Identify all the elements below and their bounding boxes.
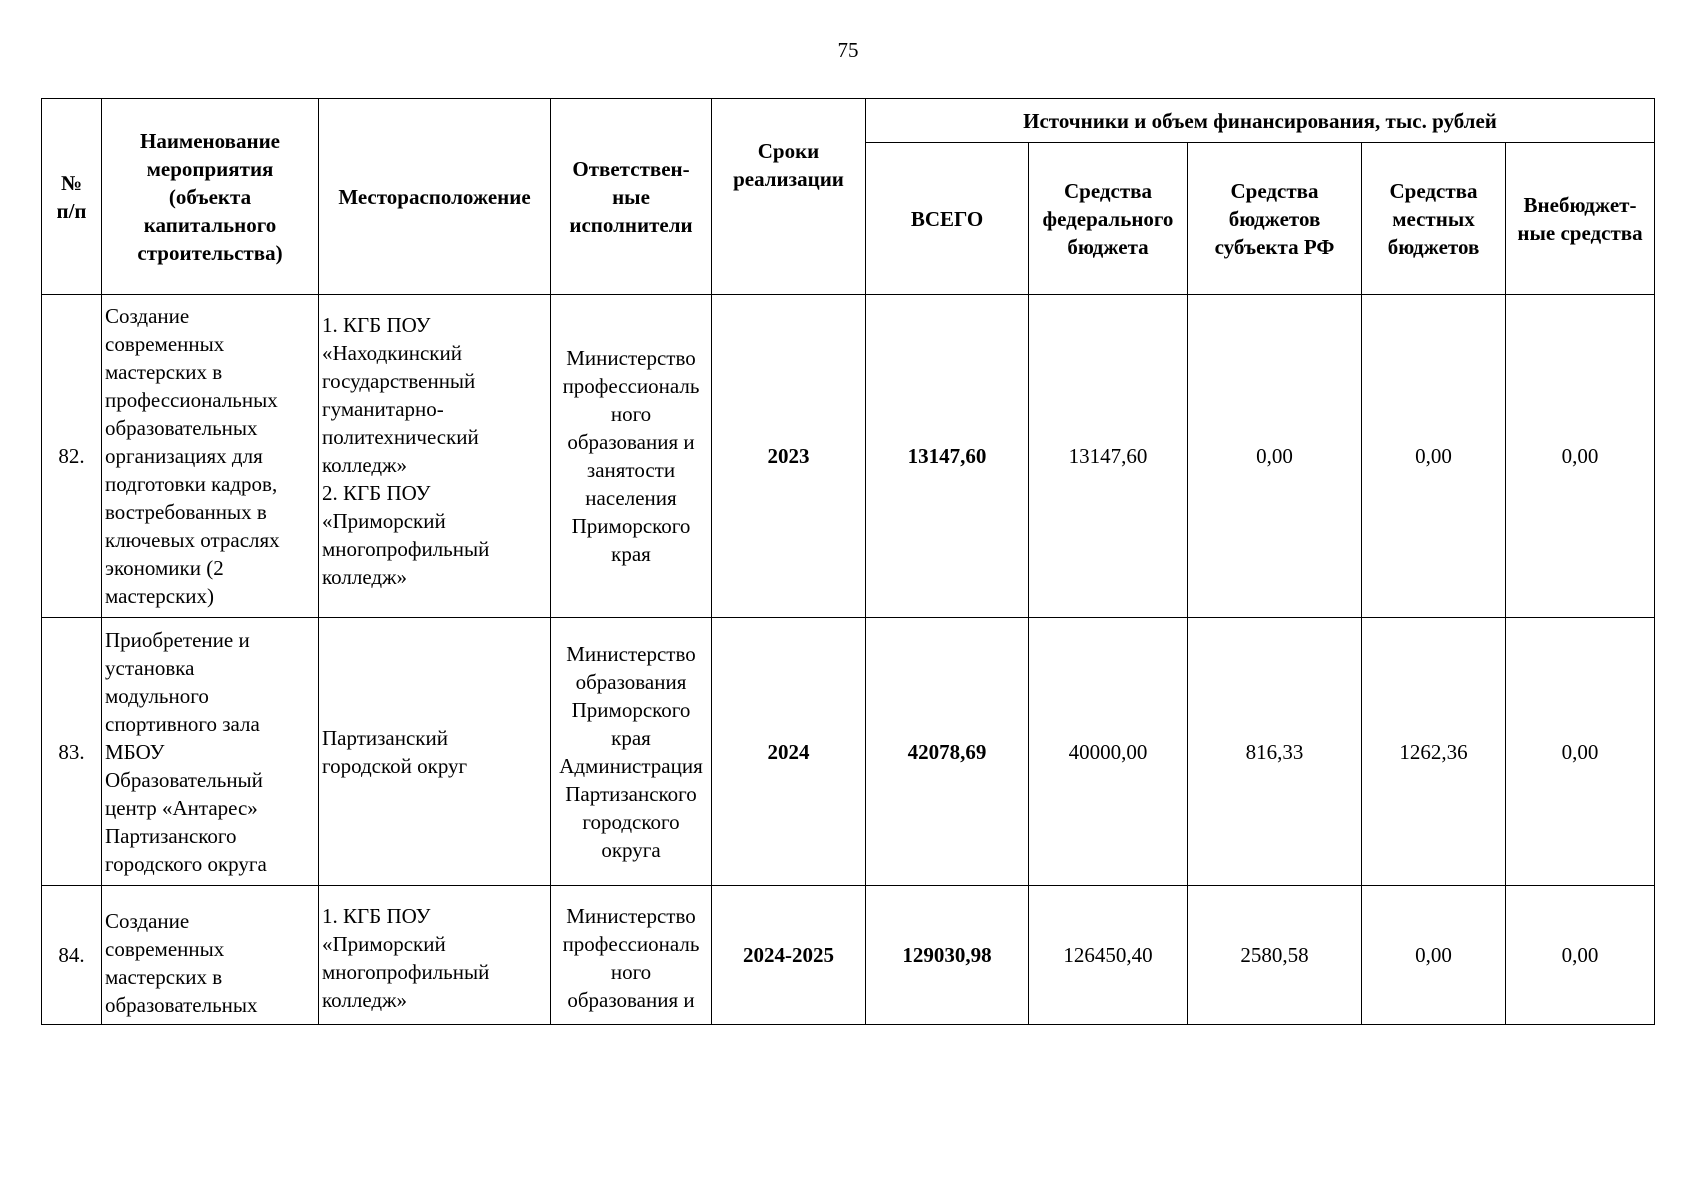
row-name: Создание современных мастерских в образовательных [102, 886, 319, 1025]
header-total: ВСЕГО [866, 143, 1029, 295]
page-number: 75 [837, 38, 859, 62]
header-location: Месторасположение [319, 99, 551, 295]
row-federal: 13147,60 [1029, 295, 1188, 618]
row-total: 13147,60 [866, 295, 1029, 618]
row-total: 129030,98 [866, 886, 1029, 1025]
row-deadlines: 2023 [712, 295, 866, 618]
table-row [42, 295, 1655, 618]
header-row-top [42, 99, 1655, 143]
row-num: 82. [42, 295, 102, 618]
row-offbudget: 0,00 [1506, 295, 1655, 618]
row-regional: 2580,58 [1188, 886, 1362, 1025]
table-row [42, 618, 1655, 886]
header-local: Средства местных бюджетов [1362, 143, 1506, 295]
row-name: Создание современных мастерских в профессиональных образовательных организациях для подготовки кадров, востребованных в ключевых отраслях экономики (2 мастерских) [102, 295, 319, 618]
header-name: Наименование мероприятия (объекта капитального строительства) [102, 99, 319, 295]
row-responsible: Министерство образования Приморского края Администрация Партизанского городского округа [551, 618, 712, 886]
row-location: Партизанский городской округ [319, 618, 551, 886]
row-offbudget: 0,00 [1506, 886, 1655, 1025]
header-num: № п/п [42, 99, 102, 295]
row-responsible: Министерство профессиональ ного образования и [551, 886, 712, 1025]
row-federal: 126450,40 [1029, 886, 1188, 1025]
row-deadlines: 2024-2025 [712, 886, 866, 1025]
row-regional: 816,33 [1188, 618, 1362, 886]
header-regional: Средства бюджетов субъекта РФ [1188, 143, 1362, 295]
row-location: 1. КГБ ПОУ «Приморский многопрофильный колледж» [319, 886, 551, 1025]
header-responsible: Ответствен- ные исполнители [551, 99, 712, 295]
row-deadlines: 2024 [712, 618, 866, 886]
row-location: 1. КГБ ПОУ «Находкинский государственный гуманитарно- политехнический колледж» 2. КГБ ПОУ «Приморский многопрофильный колледж» [319, 295, 551, 618]
row-total: 42078,69 [866, 618, 1029, 886]
row-responsible: Министерство профессиональ ного образования и занятости населения Приморского края [551, 295, 712, 618]
row-name: Приобретение и установка модульного спортивного зала МБОУ Образовательный центр «Антарес» Партизанского городского округа [102, 618, 319, 886]
row-local: 0,00 [1362, 886, 1506, 1025]
row-num: 83. [42, 618, 102, 886]
row-offbudget: 0,00 [1506, 618, 1655, 886]
header-offbudget: Внебюджет- ные средства [1506, 143, 1655, 295]
financing-table [41, 98, 1655, 1025]
table-row [42, 886, 1655, 1025]
row-regional: 0,00 [1188, 295, 1362, 618]
row-num: 84. [42, 886, 102, 1025]
row-local: 0,00 [1362, 295, 1506, 618]
header-deadlines: Сроки реализации [712, 99, 866, 295]
header-federal: Средства федерального бюджета [1029, 143, 1188, 295]
header-financing-group: Источники и объем финансирования, тыс. рублей [866, 99, 1655, 143]
row-local: 1262,36 [1362, 618, 1506, 886]
row-federal: 40000,00 [1029, 618, 1188, 886]
